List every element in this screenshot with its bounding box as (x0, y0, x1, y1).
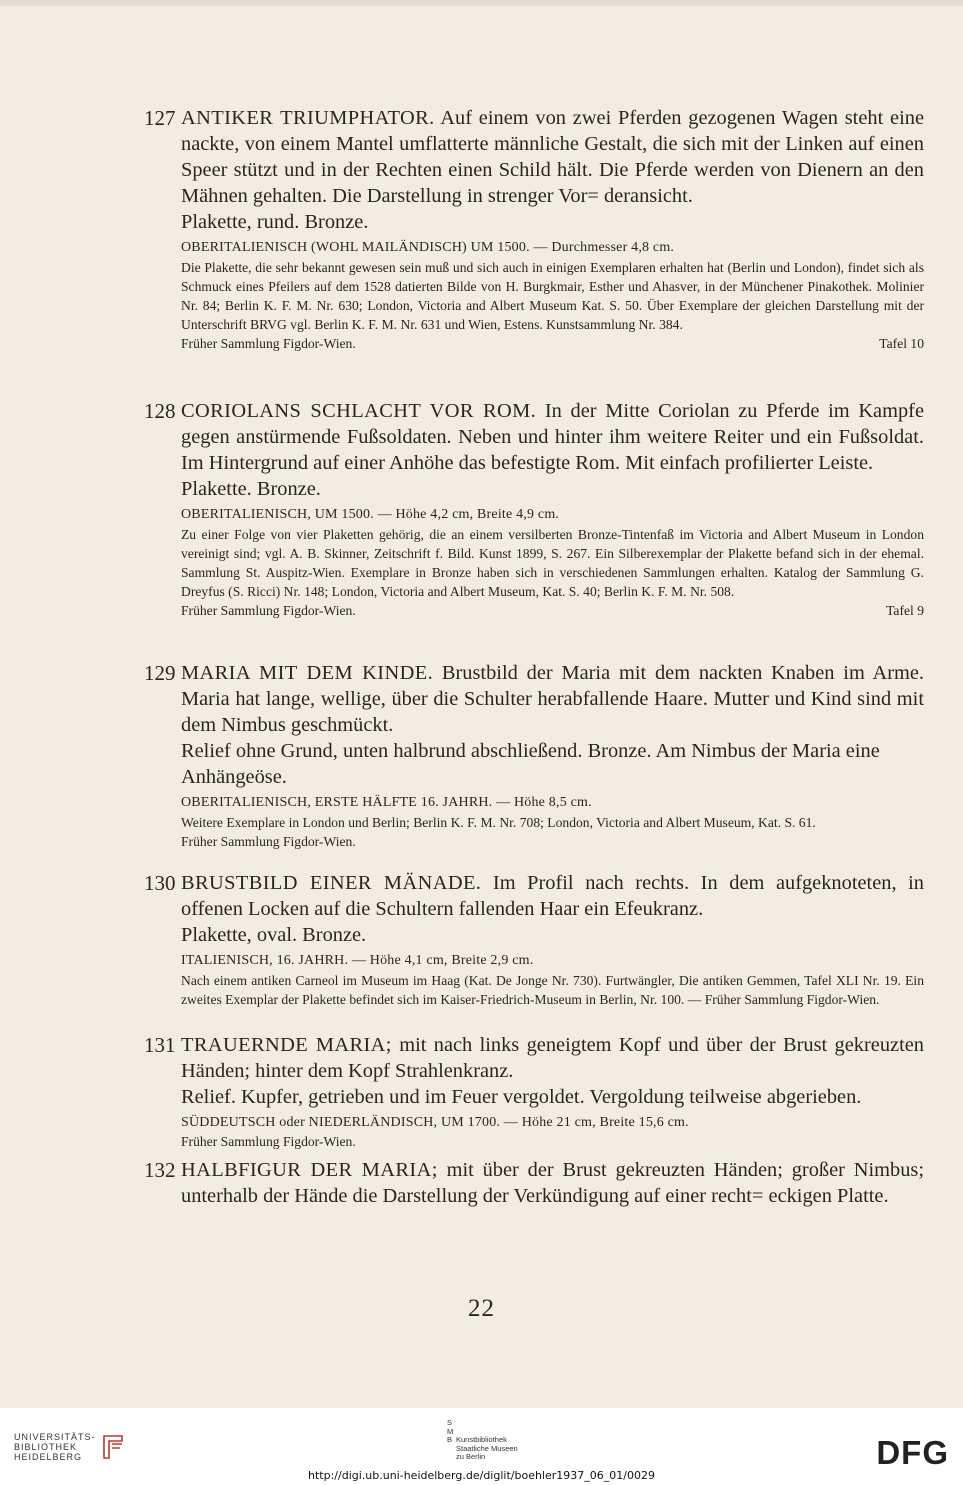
entry-notes: Zu einer Folge von vier Plaketten gehörig, die an einem versilberten Bronze-Tintenfaß im Victoria and Albert Museum in London vereinigt sind; vgl. A. B. Skinner, Zeitschrift f. Bild. Kunst 1899, S. 267. Ein Silberexemplar der Plakette befand sich in der ehemal. Sammlung St. Auspitz-Wien. Exemplare in Bronze haben sich in verschiedenen Sammlungen erhalten. Katalog der Sammlung G. Dreyfus (S. Ricci) Nr. 148; London, Victoria and Albert Museum, Kat. S. 40; Berlin K. F. M. Nr. 508. (181, 527, 924, 599)
entry-number: 130 (144, 871, 176, 895)
entry-heading (181, 660, 924, 738)
entry-description: In der Mitte Coriolan zu Pferde im Kampfe gegen anstürmende Fußsoldaten. Neben und hinter ihm weitere Reiter und ein Fußsoldat. Im Hintergrund auf einer Anhöhe das befestigte Rom. Mit einfach profilierter Leiste. (181, 400, 925, 474)
entry-material: Plakette. Bronze. (181, 478, 321, 500)
entry-provenance-line (181, 1132, 924, 1151)
entry-provenance-line (181, 832, 924, 851)
entry-description: Auf einem von zwei Pferden gezogenen Wagen steht eine nackte, von einem Mantel umflatterte männliche Gestalt, die sich mit der Linken auf einen Speer stützt und in der Rechten einen Schild hält. Die Pferde werden von Dienern an den Mähnen gehalten. Die Darstellung in strenger Vor= deransicht. (181, 107, 924, 207)
source-url-link[interactable]: http://digi.ub.uni-heidelberg.de/diglit/boehler1937_06_01/0029 (308, 1469, 655, 1482)
entry-origin: OBERITALIENISCH, UM 1500. — Höhe 4,2 cm, Breite 4,9 cm. (181, 507, 560, 522)
entry-provenance: Früher Sammlung Figdor-Wien. (181, 603, 356, 618)
library-emblem-icon (100, 1432, 126, 1462)
entry-origin: ITALIENISCH, 16. JAHRH. — Höhe 4,1 cm, Breite 2,9 cm. (181, 953, 534, 968)
entry-provenance-line (181, 601, 924, 620)
entry-provenance: Früher Sammlung Figdor-Wien. (181, 834, 356, 849)
entry-provenance-line (181, 334, 924, 353)
entry-plate: Tafel 10 (879, 336, 924, 351)
catalog-entry-128 (144, 398, 924, 620)
entry-description: Brustbild der Maria mit dem nackten Knaben im Arme. Maria hat lange, wellige, über die Schulter herabfallende Haare. Mutter und Kind sind mit dem Nimbus geschmückt. (181, 662, 925, 736)
entry-title: MARIA MIT DEM KINDE. (181, 662, 434, 684)
entry-heading (181, 1032, 924, 1084)
entry-heading (181, 870, 924, 922)
entry-notes: Die Plakette, die sehr bekannt gewesen sein muß und sich auch in einigen Exemplaren erhalten hat (Berlin und London), findet sich als Schmuck eines Pfeilers auf dem 1528 datierten Bilde von H. Burgkmair, Esther und Ahasver, in der Münchener Pinakothek. Molinier Nr. 84; Berlin K. F. M. Nr. 630; London, Victoria and Albert Museum Kat. S. 50. Über Exemplare der gleichen Darstellung mit der Unterschrift BRVG vgl. Berlin K. F. M. Nr. 631 und Wien, Estens. Kunstsammlung Nr. 384. (181, 260, 924, 332)
catalog-entry-127 (144, 105, 924, 353)
entry-number: 129 (144, 661, 176, 685)
entry-title: BRUSTBILD EINER MÄNADE. (181, 872, 482, 894)
entry-notes: Weitere Exemplare in London und Berlin; Berlin K. F. M. Nr. 708; London, Victoria and Albert Museum, Kat. S. 61. (181, 815, 816, 830)
entry-material: Plakette, rund. Bronze. (181, 211, 369, 233)
entry-number: 127 (144, 106, 176, 130)
entry-heading (181, 398, 924, 476)
entry-heading (181, 105, 924, 209)
catalog-entry-131 (144, 1032, 924, 1151)
catalog-entry-130 (144, 870, 924, 1009)
entry-provenance: Früher Sammlung Figdor-Wien. (181, 1134, 356, 1149)
smb-logo[interactable]: S M B Kunstbibliothek Staatliche Museen zu Berlin (447, 1418, 518, 1461)
entry-number: 132 (144, 1158, 176, 1182)
page-number: 22 (468, 1295, 495, 1322)
entry-description: mit nach links geneigtem Kopf und über der Brust gekreuzten Händen; hinter dem Kopf Strahlenkranz. (181, 1034, 924, 1082)
entry-title: HALBFIGUR DER MARIA; (181, 1159, 438, 1181)
heidelberg-library-logo[interactable] (14, 1432, 126, 1462)
entry-description: mit über der Brust gekreuzten Händen; großer Nimbus; unterhalb der Hände die Darstellung der Verkündigung auf einer recht= eckigen Platte. (181, 1159, 924, 1207)
dfg-logo[interactable]: DFG (876, 1434, 949, 1471)
entry-plate: Tafel 9 (886, 603, 924, 618)
entry-number: 128 (144, 399, 176, 423)
scan-edge (0, 0, 963, 6)
entry-origin: OBERITALIENISCH (WOHL MAILÄNDISCH) UM 1500. — Durchmesser 4,8 cm. (181, 240, 675, 255)
catalog-entry-129 (144, 660, 924, 851)
entry-number: 131 (144, 1033, 176, 1057)
entry-material: Relief. Kupfer, getrieben und im Feuer vergoldet. Vergoldung teilweise abgerieben. (181, 1086, 862, 1108)
entry-title: ANTIKER TRIUMPHATOR. (181, 107, 435, 129)
entry-material: Relief ohne Grund, unten halbrund abschließend. Bronze. Am Nimbus der Maria eine Anhängeöse. (181, 740, 880, 788)
catalog-entry-132 (144, 1157, 924, 1209)
entry-notes: Nach einem antiken Carneol im Museum im Haag (Kat. De Jonge Nr. 730). Furtwängler, Die antiken Gemmen, Tafel XLI Nr. 19. Ein zweites Exemplar der Plakette befindet sich im Kaiser-Friedrich-Museum in Berlin, Nr. 100. — Früher Sammlung Figdor-Wien. (181, 973, 924, 1007)
entry-material: Plakette, oval. Bronze. (181, 924, 367, 946)
university-name: UNIVERSITÄTS- BIBLIOTHEK HEIDELBERG (14, 1432, 96, 1462)
entry-provenance: Früher Sammlung Figdor-Wien. (181, 336, 356, 351)
entry-origin: SÜDDEUTSCH oder NIEDERLÄNDISCH, UM 1700. — Höhe 21 cm, Breite 15,6 cm. (181, 1115, 689, 1130)
entry-title: TRAUERNDE MARIA; (181, 1034, 392, 1056)
entry-description: Im Profil nach rechts. In dem aufgeknoteten, in offenen Locken auf die Schultern fallenden Haar ein Efeukranz. (181, 872, 924, 920)
entry-heading (181, 1157, 924, 1209)
entry-title: CORIOLANS SCHLACHT VOR ROM. (181, 400, 537, 422)
entry-origin: OBERITALIENISCH, ERSTE HÄLFTE 16. JAHRH. — Höhe 8,5 cm. (181, 795, 592, 810)
